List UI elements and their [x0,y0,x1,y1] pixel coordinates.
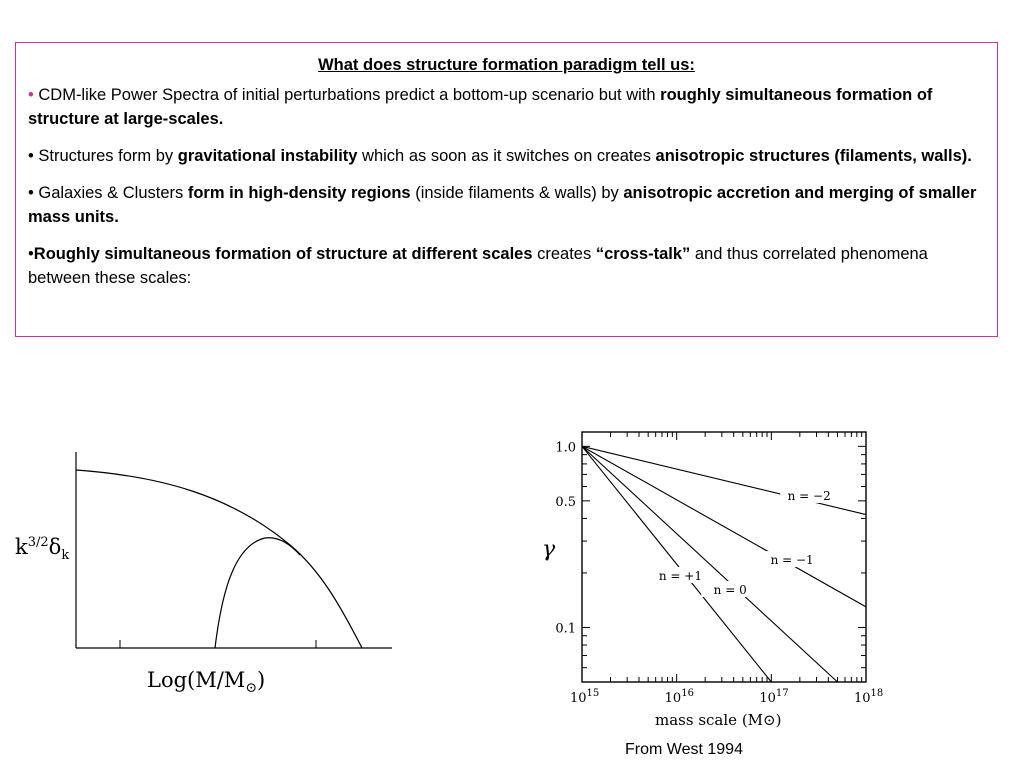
chart-minor-ticks [582,432,866,682]
figure-caption: From West 1994 [625,741,743,758]
slide-title: What does structure formation paradigm tell us: [318,56,695,74]
bullet-text-bold: anisotropic structures (filaments, walls). [655,147,972,165]
chart-frame [582,432,866,682]
bullet-text: and thus correlated phenomena between these scales: [28,245,928,287]
bullet-marker: • [28,147,34,165]
bullet-marker: • [28,86,34,104]
text-box [15,42,998,337]
bullet-text: Galaxies & Clusters [33,184,188,202]
chart-series-line [582,446,771,682]
chart-y-tick-label: 0.1 [555,621,576,637]
chart-series-label: n = 0 [713,583,747,598]
bullet-text: Structures form by [33,147,178,165]
schematic-x-label: $Log(M/M_⊙)$ [147,668,266,696]
bullet-text: creates [532,245,596,263]
chart-x-label: mass scale (M⊙) [655,711,782,729]
chart-x-tick-label: $10^{17}$ [759,688,789,706]
chart-series-label: n = −2 [787,488,831,503]
schematic-plot [0,440,420,710]
schematic-y-label: $k^{3/2}\delta_k$ [15,535,70,563]
bullet-text-bold: “cross-talk” [595,245,691,263]
bullet-item [28,144,985,168]
chart-y-tick-label: 1.0 [555,440,576,456]
chart-x-tick-label: $10^{15}$ [570,688,600,706]
bullet-text-bold: anisotropic accretion and merging of smaller mass units. [28,184,977,226]
bullet-item [28,83,985,131]
chart-y-label: γ [542,537,556,562]
evolved-spectrum-curve [215,538,300,648]
bullet-text-bold: gravitational instability [177,147,358,165]
bullet-list [28,83,985,290]
bullet-text: CDM-like Power Spectra of initial perturbations predict a bottom-up scenario but with [33,86,661,104]
bullet-marker: • [28,245,34,263]
bullet-text-bold: Roughly simultaneous formation of structure at different scales [33,245,533,263]
chart-x-tick-label: $10^{16}$ [664,688,694,706]
gamma-chart [530,420,910,738]
bullet-item [28,181,985,229]
bullet-marker: • [28,184,34,202]
chart-series-line [582,446,866,514]
bullet-item [28,242,985,290]
chart-y-tick-label: 0.5 [555,494,576,510]
bullet-text: (inside filaments & walls) by [410,184,624,202]
chart-x-tick-label: $10^{18}$ [854,688,884,706]
chart-series-label: n = −1 [770,553,814,568]
bullet-text-bold: roughly simultaneous formation of structure at large-scales. [28,86,933,128]
bullet-text: which as soon as it switches on creates [357,147,656,165]
chart-series-label: n = +1 [658,568,703,583]
bullet-text-bold: form in high-density regions [187,184,411,202]
